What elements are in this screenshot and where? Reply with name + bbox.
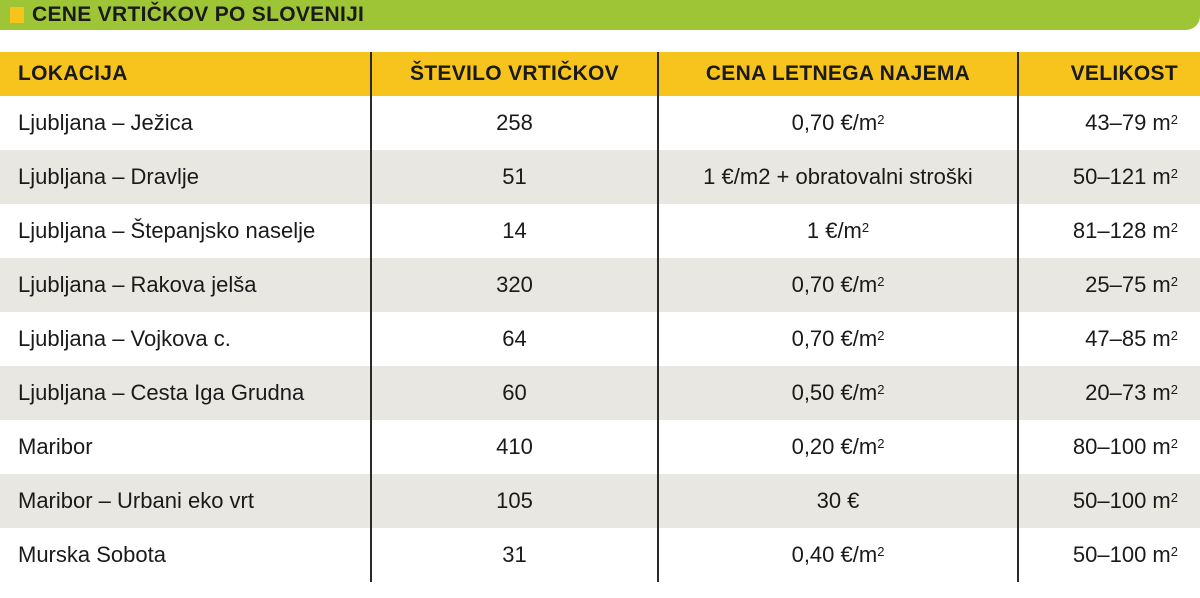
- cell-cena-superscript: 2: [877, 543, 885, 559]
- cell-cena-superscript: 2: [877, 327, 885, 343]
- cell-lokacija: [0, 420, 370, 474]
- cell-cena-text: 0,20 €/m: [791, 434, 878, 459]
- cell-cena: [657, 312, 1017, 366]
- cell-cena-superscript: 2: [877, 273, 885, 289]
- prices-table: [0, 52, 1200, 582]
- cell-stevilo: [370, 366, 657, 420]
- cell-stevilo-text: 410: [496, 434, 533, 459]
- table-row: [0, 366, 1200, 420]
- cell-stevilo: [370, 420, 657, 474]
- cell-lokacija-text: Ljubljana – Štepanjsko naselje: [18, 218, 316, 243]
- cell-cena-superscript: 2: [861, 219, 870, 235]
- cell-cena: [657, 420, 1017, 474]
- cell-lokacija-text: Maribor – Urbani eko vrt: [18, 488, 254, 513]
- cell-velikost-superscript: 2: [1170, 381, 1178, 397]
- cell-velikost: [1017, 258, 1200, 312]
- cell-velikost: [1017, 150, 1200, 204]
- cell-stevilo-text: 14: [502, 218, 527, 243]
- cell-lokacija: [0, 528, 370, 582]
- cell-lokacija-text: Ljubljana – Cesta Iga Grudna: [18, 380, 305, 405]
- header-velikost: VELIKOST: [1017, 52, 1200, 96]
- cell-velikost-superscript: 2: [1170, 165, 1178, 181]
- cell-lokacija-text: Murska Sobota: [18, 542, 166, 567]
- table-body: [0, 96, 1200, 582]
- cell-lokacija: [0, 96, 370, 150]
- cell-cena-text: 0,70 €/m: [791, 110, 878, 135]
- cell-cena-text: 1 €/m2 + obratovalni stroški: [703, 164, 973, 189]
- table-title: CENE VRTIČKOV PO SLOVENIJI: [32, 3, 365, 26]
- cell-velikost-text: 47–85 m: [1085, 326, 1171, 351]
- header-lokacija: LOKACIJA: [18, 62, 128, 85]
- cell-cena: [657, 366, 1017, 420]
- cell-velikost-text: 50–100 m: [1072, 542, 1171, 567]
- cell-cena: [657, 150, 1017, 204]
- cell-lokacija-text: Maribor: [18, 434, 93, 459]
- cell-velikost-superscript: 2: [1170, 111, 1178, 127]
- cell-velikost-text: 80–100 m: [1072, 434, 1171, 459]
- cell-velikost-text: 81–128 m: [1072, 218, 1171, 243]
- cell-cena: [657, 258, 1017, 312]
- cell-velikost: [1017, 312, 1200, 366]
- cell-lokacija: [0, 312, 370, 366]
- cell-velikost-text: 50–100 m: [1072, 488, 1171, 513]
- cell-stevilo-text: 31: [502, 542, 527, 567]
- table-row: [0, 420, 1200, 474]
- table-row: [0, 312, 1200, 366]
- table-header-row: [0, 52, 1200, 96]
- cell-lokacija: [0, 474, 370, 528]
- cell-velikost-superscript: 2: [1170, 489, 1178, 505]
- cell-cena-superscript: 2: [877, 111, 885, 127]
- title-bar: [0, 0, 1200, 30]
- cell-cena-text: 30 €: [816, 488, 860, 513]
- table-row: [0, 150, 1200, 204]
- cell-stevilo: [370, 96, 657, 150]
- cell-velikost: [1017, 420, 1200, 474]
- cell-cena: [657, 204, 1017, 258]
- header-cena: CENA LETNEGA NAJEMA: [657, 52, 1017, 96]
- cell-stevilo-text: 105: [496, 488, 533, 513]
- cell-stevilo-text: 51: [502, 164, 527, 189]
- cell-stevilo-text: 64: [502, 326, 527, 351]
- cell-cena: [657, 474, 1017, 528]
- cell-lokacija: [0, 366, 370, 420]
- cell-velikost-superscript: 2: [1170, 543, 1178, 559]
- cell-velikost: [1017, 96, 1200, 150]
- cell-cena-superscript: 2: [877, 435, 885, 451]
- cell-lokacija-text: Ljubljana – Vojkova c.: [18, 326, 231, 351]
- cell-cena-superscript: 2: [877, 381, 885, 397]
- cell-velikost-superscript: 2: [1170, 273, 1178, 289]
- cell-stevilo: [370, 258, 657, 312]
- table-row: [0, 474, 1200, 528]
- cell-velikost-superscript: 2: [1170, 435, 1178, 451]
- cell-velikost: [1017, 528, 1200, 582]
- cell-lokacija-text: Ljubljana – Rakova jelša: [18, 272, 257, 297]
- cell-cena-text: 1 €/m: [806, 218, 862, 243]
- cell-stevilo: [370, 312, 657, 366]
- cell-cena: [657, 96, 1017, 150]
- cell-cena-text: 0,70 €/m: [791, 272, 878, 297]
- cell-stevilo-text: 60: [502, 380, 527, 405]
- title-marker-square: [10, 7, 24, 23]
- cell-stevilo: [370, 204, 657, 258]
- cell-velikost-text: 20–73 m: [1085, 380, 1171, 405]
- cell-velikost-superscript: 2: [1170, 219, 1178, 235]
- cell-velikost: [1017, 204, 1200, 258]
- table-row: [0, 96, 1200, 150]
- cell-cena: [657, 528, 1017, 582]
- table-row: [0, 258, 1200, 312]
- cell-lokacija-text: Ljubljana – Ježica: [18, 110, 193, 135]
- cell-stevilo: [370, 474, 657, 528]
- cell-lokacija: [0, 204, 370, 258]
- cell-stevilo-text: 320: [496, 272, 533, 297]
- cell-stevilo-text: 258: [496, 110, 533, 135]
- cell-velikost-superscript: 2: [1170, 327, 1178, 343]
- cell-velikost: [1017, 474, 1200, 528]
- header-stevilo: ŠTEVILO VRTIČKOV: [370, 52, 657, 96]
- cell-cena-text: 0,70 €/m: [791, 326, 878, 351]
- cell-cena-text: 0,50 €/m: [791, 380, 878, 405]
- cell-velikost-text: 50–121 m: [1072, 164, 1171, 189]
- cell-velikost-text: 25–75 m: [1085, 272, 1171, 297]
- table-row: [0, 204, 1200, 258]
- cell-stevilo: [370, 528, 657, 582]
- cell-velikost: [1017, 366, 1200, 420]
- cell-lokacija: [0, 258, 370, 312]
- cell-velikost-text: 43–79 m: [1085, 110, 1171, 135]
- cell-lokacija: [0, 150, 370, 204]
- table-row: [0, 528, 1200, 582]
- cell-lokacija-text: Ljubljana – Dravlje: [18, 164, 199, 189]
- cell-cena-text: 0,40 €/m: [791, 542, 878, 567]
- cell-stevilo: [370, 150, 657, 204]
